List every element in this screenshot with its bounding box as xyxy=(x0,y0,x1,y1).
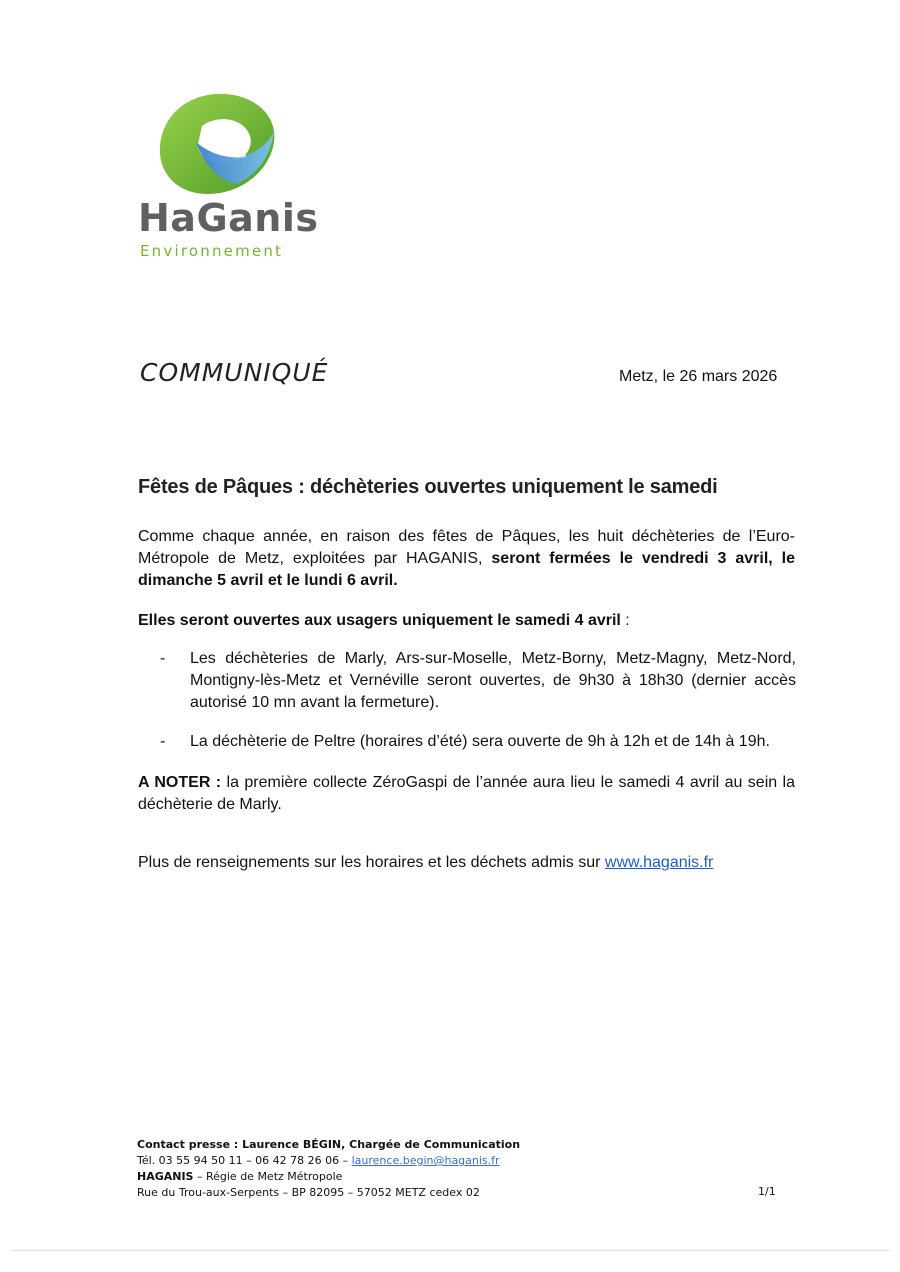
footer-email-link[interactable]: laurence.begin@haganis.fr xyxy=(351,1154,500,1167)
paragraph-opening xyxy=(138,610,795,632)
page-number: 1/1 xyxy=(758,1185,776,1198)
list-item-text: Les déchèteries de Marly, Ars-sur-Moselle, Metz-Borny, Metz-Magny, Metz-Nord, Montigny-lès-Metz et Vernéville seront ouvertes, de 9h30 à 18h30 (dernier accès autorisé 10 mn avant la fermeture). xyxy=(190,650,796,711)
footer-org-line xyxy=(137,1169,520,1185)
footer-address: Rue du Trou-aux-Serpents – BP 82095 – 57052 METZ cedex 02 xyxy=(137,1186,480,1199)
list-item xyxy=(160,648,796,714)
list-marker: - xyxy=(160,733,166,750)
paragraph-closures xyxy=(138,526,795,592)
paragraph-more-info xyxy=(138,852,795,874)
note-text: la première collecte ZéroGaspi de l’année aura lieu le samedi 4 avril au sein la déchèterie de Marly. xyxy=(138,774,796,813)
footer-phone-line xyxy=(137,1153,520,1169)
footer-org-name: HAGANIS xyxy=(137,1170,194,1183)
footer-press-contact: Contact presse : Laurence BÉGIN, Chargée de Communication xyxy=(137,1138,521,1151)
paragraph-note xyxy=(138,772,795,816)
brand-name: HaGanis xyxy=(138,196,319,240)
paragraph-opening-bold: Elles seront ouvertes aux usagers uniquement le samedi 4 avril xyxy=(138,612,621,629)
list-item-text: La déchèterie de Peltre (horaires d’été) sera ouverte de 9h à 12h et de 14h à 19h. xyxy=(190,733,770,750)
document-type: COMMUNIQUÉ xyxy=(140,358,329,387)
document-date: Metz, le 26 mars 2026 xyxy=(619,368,778,385)
footer-phones: Tél. 03 55 94 50 11 – 06 42 78 26 06 – xyxy=(137,1154,352,1167)
brand-subtitle: Environnement xyxy=(140,242,284,260)
haganis-logo-mark-icon xyxy=(156,90,278,198)
paragraph-opening-tail: : xyxy=(620,612,630,629)
footer-contact xyxy=(137,1137,520,1201)
note-label: A NOTER : xyxy=(138,774,222,791)
list-marker: - xyxy=(160,650,166,667)
bottom-divider xyxy=(10,1250,890,1251)
list-item xyxy=(160,731,796,753)
website-link[interactable]: www.haganis.fr xyxy=(604,854,714,871)
more-info-text: Plus de renseignements sur les horaires et les déchets admis sur xyxy=(138,854,605,871)
headline: Fêtes de Pâques : déchèteries ouvertes uniquement le samedi xyxy=(138,476,718,498)
paragraph-closures-text: Comme chaque année, en raison des fêtes de Pâques, les huit déchèteries de l’Euro-Métropole de Metz, exploitées par HAGANIS, xyxy=(138,528,795,567)
paragraph-closures-bold: seront fermées le vendredi 3 avril, le dimanche 5 avril et le lundi 6 avril. xyxy=(138,550,796,589)
footer-org-desc: – Régie de Metz Métropole xyxy=(193,1170,343,1183)
opening-list xyxy=(160,648,796,753)
